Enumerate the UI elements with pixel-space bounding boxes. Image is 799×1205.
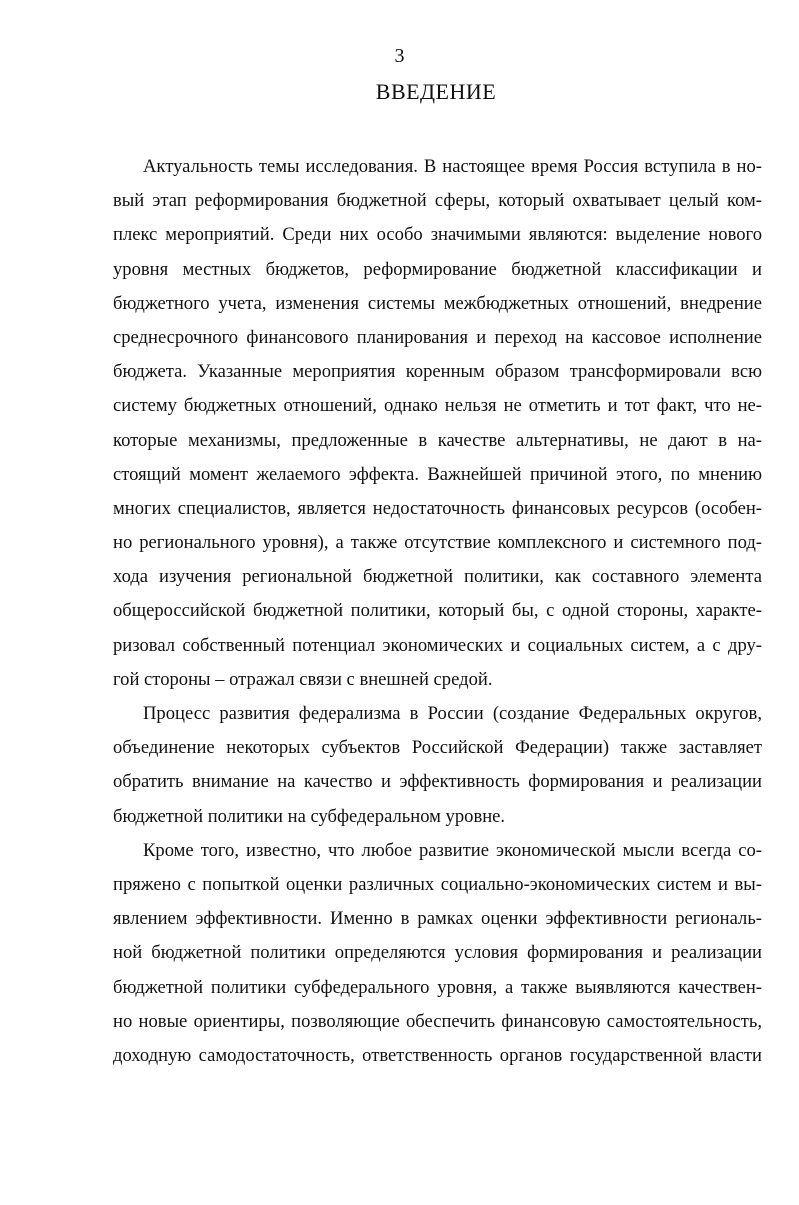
text-line: Процесс развития федерализма в России (создание Федеральных округов, <box>143 703 762 724</box>
text-line: доходную самодостаточность, ответственность органов государственной власти <box>113 1044 762 1066</box>
text-line: ной бюджетной политики определяются условия формирования и реализации <box>113 942 762 964</box>
paragraph-3 <box>113 834 762 1073</box>
text-line: многих специалистов, является недостаточность финансовых ресурсов (особен- <box>113 497 762 519</box>
text-line: явлением эффективности. Именно в рамках оценки эффективности региональ- <box>113 908 762 930</box>
text-line: но регионального уровня), а также отсутствие комплексного и системного под- <box>113 532 762 554</box>
text-line: бюджетной политики субфедерального уровня, а также выявляются качествен- <box>113 976 762 998</box>
text-line: объединение некоторых субъектов Российской Федерации) также заставляет <box>113 737 762 759</box>
text-line: среднесрочного финансового планирования и переход на кассовое исполнение <box>113 326 762 348</box>
text-line: обратить внимание на качество и эффективность формирования и реализации <box>113 771 762 793</box>
text-line: но новые ориентиры, позволяющие обеспечить финансовую самостоятельность, <box>113 1010 762 1032</box>
text-line: пряжено с попыткой оценки различных социально-экономических систем и вы- <box>113 873 762 895</box>
paragraph-1 <box>113 150 762 697</box>
text-line: ризовал собственный потенциал экономических и социальных систем, а с дру- <box>113 634 762 656</box>
text-line: плекс мероприятий. Среди них особо значимыми являются: выделение нового <box>113 224 762 246</box>
text-line: уровня местных бюджетов, реформирование бюджетной классификации и <box>113 258 762 280</box>
paragraph-2 <box>113 697 762 834</box>
text-line: систему бюджетных отношений, однако нельзя не отметить и тот факт, что не- <box>113 395 762 417</box>
text-line: гой стороны – отражал связи с внешней средой. <box>113 668 493 690</box>
text-line: общероссийской бюджетной политики, который бы, с одной стороны, характе- <box>113 600 762 622</box>
text-line: Кроме того, известно, что любое развитие экономической мысли всегда со- <box>143 839 762 861</box>
text-line: Актуальность темы исследования. В настоящее время Россия вступила в но- <box>143 156 762 177</box>
page-number: 3 <box>394 45 405 67</box>
text-line: которые механизмы, предложенные в качестве альтернативы, не дают в на- <box>113 429 762 451</box>
text-line: хода изучения региональной бюджетной политики, как составного элемента <box>113 566 762 588</box>
body-text <box>113 150 762 1073</box>
page-title: ВВЕДЕНИЕ <box>375 79 497 104</box>
text-line: стоящий момент желаемого эффекта. Важнейшей причиной этого, по мнению <box>113 463 762 485</box>
text-line: бюджетной политики на субфедеральном уровне. <box>113 805 506 827</box>
text-line: бюджетного учета, изменения системы межбюджетных отношений, внедрение <box>113 292 762 314</box>
text-line: вый этап реформирования бюджетной сферы, который охватывает целый ком- <box>113 190 762 212</box>
text-line: бюджета. Указанные мероприятия коренным образом трансформировали всю <box>113 361 762 383</box>
